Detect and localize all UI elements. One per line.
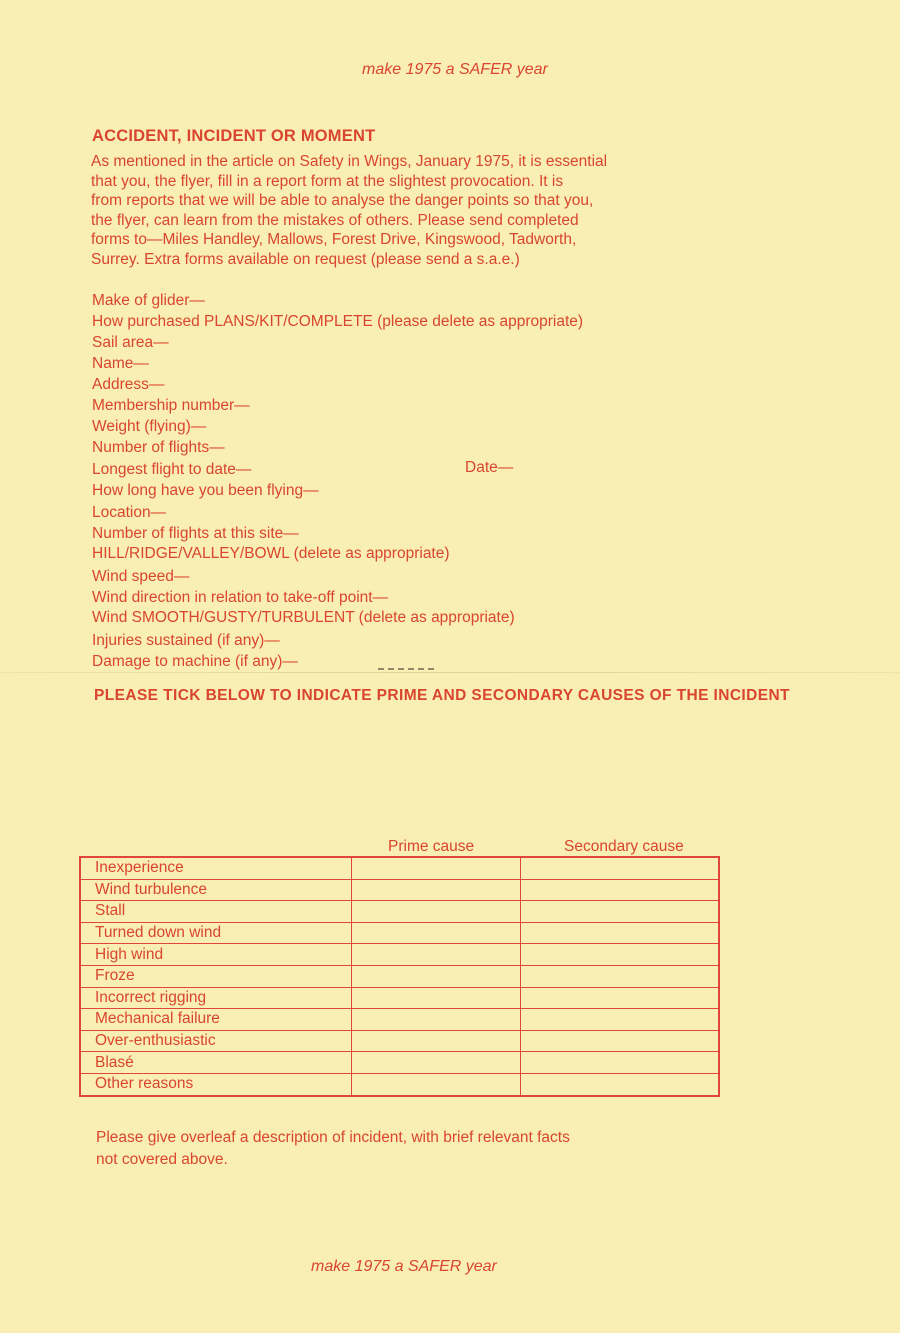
- table-row: [80, 879, 719, 901]
- prime-cause-checkbox[interactable]: [352, 1030, 521, 1052]
- secondary-cause-checkbox[interactable]: [521, 1073, 720, 1095]
- tagline-bottom: make 1975 a SAFER year: [311, 1258, 497, 1275]
- field-date[interactable]: Date—: [465, 459, 514, 476]
- field-injuries[interactable]: Injuries sustained (if any)—: [92, 632, 280, 649]
- tagline-top: make 1975 a SAFER year: [362, 61, 548, 78]
- cause-label: Froze: [80, 965, 352, 987]
- intro-line: that you, the flyer, fill in a report form at the slightest provocation. It is: [91, 172, 564, 190]
- prime-cause-checkbox[interactable]: [352, 1073, 521, 1095]
- secondary-cause-checkbox[interactable]: [521, 1052, 720, 1074]
- field-weight[interactable]: Weight (flying)—: [92, 418, 207, 435]
- causes-table: [79, 856, 720, 1097]
- cause-label: Over-enthusiastic: [80, 1030, 352, 1052]
- secondary-cause-checkbox[interactable]: [521, 1009, 720, 1031]
- secondary-cause-checkbox[interactable]: [521, 922, 720, 944]
- footer-line: Please give overleaf a description of incident, with brief relevant facts: [96, 1129, 570, 1146]
- field-wind-direction[interactable]: Wind direction in relation to take-off point—: [92, 589, 389, 606]
- table-row: [80, 857, 719, 879]
- field-membership-number[interactable]: Membership number—: [92, 397, 250, 414]
- table-row: [80, 1073, 719, 1095]
- prime-cause-checkbox[interactable]: [352, 944, 521, 966]
- tick-instructions-heading: PLEASE TICK BELOW TO INDICATE PRIME AND SECONDARY CAUSES OF THE INCIDENT: [94, 687, 790, 704]
- cause-label: Mechanical failure: [80, 1009, 352, 1031]
- table-row: [80, 987, 719, 1009]
- fold-line: [0, 672, 900, 673]
- fold-mark: [378, 668, 434, 673]
- cause-label: Blasé: [80, 1052, 352, 1074]
- secondary-cause-checkbox[interactable]: [521, 901, 720, 923]
- table-row: [80, 922, 719, 944]
- table-row: [80, 901, 719, 923]
- intro-paragraph: [91, 152, 607, 269]
- secondary-cause-checkbox[interactable]: [521, 965, 720, 987]
- secondary-cause-checkbox[interactable]: [521, 857, 720, 879]
- cause-label: Inexperience: [80, 857, 352, 879]
- overleaf-instructions: [96, 1127, 570, 1171]
- prime-cause-checkbox[interactable]: [352, 857, 521, 879]
- secondary-cause-checkbox[interactable]: [521, 944, 720, 966]
- field-address[interactable]: Address—: [92, 376, 165, 393]
- prime-cause-checkbox[interactable]: [352, 879, 521, 901]
- form-heading: ACCIDENT, INCIDENT OR MOMENT: [92, 127, 376, 145]
- cause-label: High wind: [80, 944, 352, 966]
- field-wind-speed[interactable]: Wind speed—: [92, 568, 190, 585]
- intro-line: from reports that we will be able to analyse the danger points so that you,: [91, 192, 594, 209]
- secondary-cause-checkbox[interactable]: [521, 987, 720, 1009]
- table-row: [80, 944, 719, 966]
- cause-label: Other reasons: [80, 1073, 352, 1095]
- field-damage[interactable]: Damage to machine (if any)—: [92, 653, 298, 670]
- secondary-cause-checkbox[interactable]: [521, 1030, 720, 1052]
- field-location[interactable]: Location—: [92, 504, 167, 521]
- cause-label: Stall: [80, 901, 352, 923]
- field-name[interactable]: Name—: [92, 355, 149, 372]
- field-site-type[interactable]: HILL/RIDGE/VALLEY/BOWL (delete as appropriate): [92, 545, 450, 562]
- prime-cause-checkbox[interactable]: [352, 1052, 521, 1074]
- table-row: [80, 1052, 719, 1074]
- prime-cause-checkbox[interactable]: [352, 965, 521, 987]
- field-make-of-glider[interactable]: Make of glider—: [92, 292, 205, 309]
- footer-line: not covered above.: [96, 1151, 228, 1168]
- table-row: [80, 1030, 719, 1052]
- field-number-of-flights[interactable]: Number of flights—: [92, 439, 225, 456]
- prime-cause-checkbox[interactable]: [352, 922, 521, 944]
- cause-label: Incorrect rigging: [80, 987, 352, 1009]
- table-row: [80, 965, 719, 987]
- column-header-secondary: Secondary cause: [564, 838, 684, 855]
- intro-line: the flyer, can learn from the mistakes of others. Please send completed: [91, 211, 579, 229]
- field-wind-condition[interactable]: Wind SMOOTH/GUSTY/TURBULENT (delete as appropriate): [92, 609, 515, 626]
- field-how-purchased[interactable]: How purchased PLANS/KIT/COMPLETE (please delete as appropriate): [92, 313, 584, 330]
- cause-label: Wind turbulence: [80, 879, 352, 901]
- prime-cause-checkbox[interactable]: [352, 1009, 521, 1031]
- intro-line: As mentioned in the article on Safety in Wings, January 1975, it is essential: [91, 153, 608, 170]
- prime-cause-checkbox[interactable]: [352, 987, 521, 1009]
- field-time-flying[interactable]: How long have you been flying—: [92, 482, 319, 499]
- field-flights-at-site[interactable]: Number of flights at this site—: [92, 525, 299, 542]
- secondary-cause-checkbox[interactable]: [521, 879, 720, 901]
- field-longest-flight[interactable]: Longest flight to date—: [92, 461, 252, 478]
- prime-cause-checkbox[interactable]: [352, 901, 521, 923]
- intro-line: forms to—Miles Handley, Mallows, Forest Drive, Kingswood, Tadworth,: [91, 231, 577, 248]
- table-row: [80, 1009, 719, 1031]
- intro-line: Surrey. Extra forms available on request (please send a s.a.e.): [91, 250, 520, 268]
- column-header-prime: Prime cause: [388, 838, 475, 855]
- field-sail-area[interactable]: Sail area—: [92, 334, 169, 351]
- cause-label: Turned down wind: [80, 922, 352, 944]
